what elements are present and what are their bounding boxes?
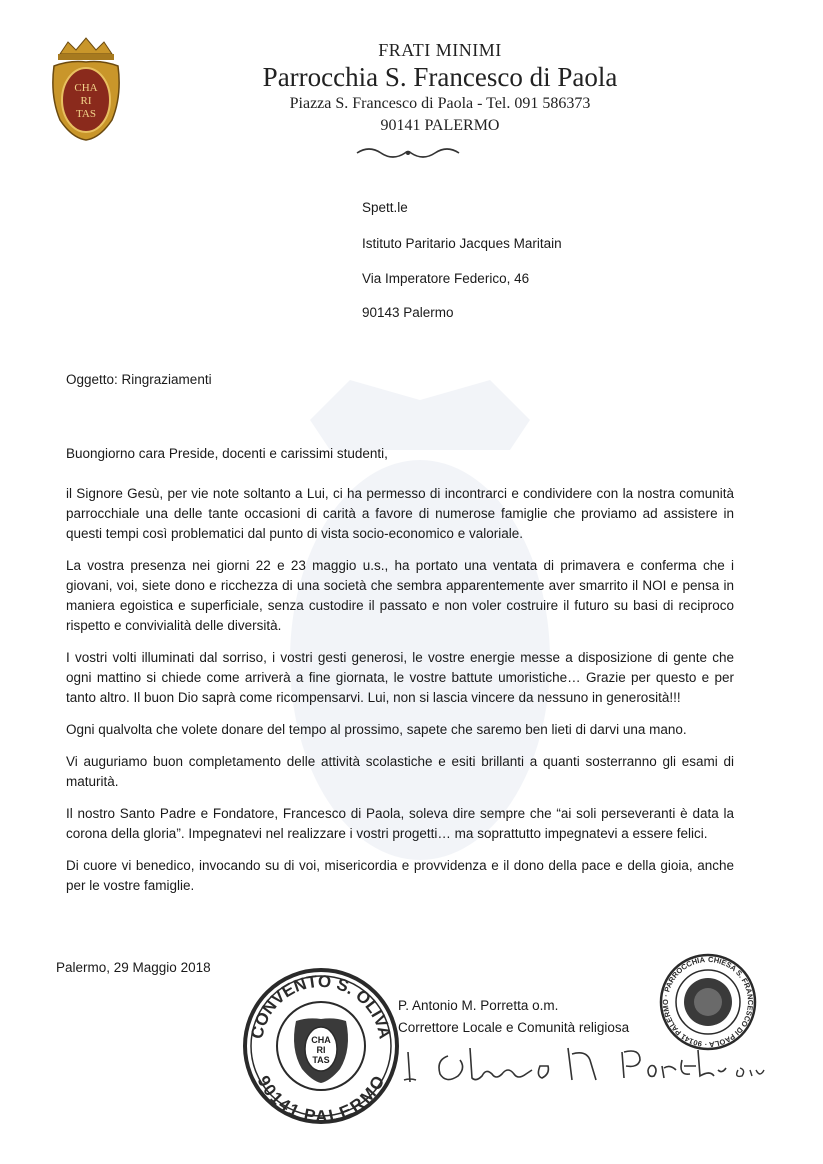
stamp-left-bottom-text: 90141 PALERMO — [253, 1072, 389, 1127]
stamp-right-ring-text: CHIESA S. FRANCESCO DI PAOLA · 90141 PALERMO · PARROCCHIA — [660, 954, 755, 1050]
header-order: FRATI MINIMI — [378, 40, 502, 60]
signer-name: P. Antonio M. Porretta o.m. — [398, 998, 559, 1013]
recipient-line-1: Spett.le — [362, 200, 408, 215]
paragraph-6: Il nostro Santo Padre e Fondatore, Francesco di Paola, soleva dire sempre che “ai soli perseveranti è data la corona della gloria”. Impegnatevi nel realizzare i vostri progetti… ma soprattutto impegnatevi a essere felici. — [66, 806, 734, 841]
letter-date: Palermo, 29 Maggio 2018 — [56, 960, 211, 975]
crest-text-1: CHA — [74, 82, 98, 94]
recipient-line-4: 90143 Palermo — [362, 305, 454, 320]
signer-role: Correttore Locale e Comunità religiosa — [398, 1020, 630, 1035]
parish-crest-icon — [46, 36, 126, 142]
greeting: Buongiorno cara Preside, docenti e carissimi studenti, — [66, 446, 388, 461]
paragraph-1: il Signore Gesù, per vie note soltanto a Lui, ci ha permesso di incontrarci e condividere con la nostra comunità parrocchiale una delle tante occasioni di carità a favore di numerose famiglie che proviamo ad assistere in questi tempi così problematici dal punto di vista socio-economico e valoriale. — [66, 486, 734, 541]
paragraph-2: La vostra presenza nei giorni 22 e 23 maggio u.s., ha portato una ventata di primavera e conferma che i giovani, voi, siete dono e ricchezza di una società che sembra apparentemente aver smarrito il NOI e pensa in maniera egoistica e superficiale, senza custodire il passato e non voler costruire il futuro su basi di reciproco rispetto e convivialità delle diversità. — [66, 558, 734, 633]
header-parish: Parrocchia S. Francesco di Paola — [262, 62, 618, 92]
ornament-flourish-icon — [355, 145, 461, 161]
stamp-center-3: TAS — [312, 1055, 330, 1065]
crest-text-2: RI — [80, 95, 92, 107]
letter-body — [66, 444, 734, 908]
paragraph-4: Ogni qualvolta che volete donare del tempo al prossimo, sapete che saremo ben lieti di darvi una mano. — [66, 722, 687, 737]
letter-subject: Oggetto: Ringraziamenti — [66, 372, 212, 387]
recipient-line-2: Istituto Paritario Jacques Maritain — [362, 236, 562, 251]
paragraph-7: Di cuore vi benedico, invocando su di voi, misericordia e provvidenza e il dono della pace e della gioia, anche per le vostre famiglie. — [66, 858, 734, 893]
header-city: 90141 PALERMO — [380, 117, 500, 134]
stamp-center-1: CHA — [311, 1035, 331, 1045]
crest-text-3: TAS — [76, 108, 96, 120]
header-address: Piazza S. Francesco di Paola - Tel. 091 586373 — [289, 95, 591, 112]
paragraph-3: I vostri volti illuminati dal sorriso, i vostri gesti generosi, le vostre energie messe a disposizione di gente che ogni mattino si chiede come arriverà a fine giornata, le vostre battute umoristiche… Grazie per questo e per tanto altro. Il buon Dio saprà come ricompensarvi. Lui, non si lascia vincere da nessuno in generosità!!! — [66, 650, 734, 705]
convent-stamp-icon — [240, 965, 402, 1127]
stamp-left-top-text: CONVENTO S. OLIVA — [247, 971, 395, 1041]
recipient-line-3: Via Imperatore Federico, 46 — [362, 271, 530, 286]
paragraph-5: Vi auguriamo buon completamento delle attività scolastiche e esiti brillanti a quanti sosterranno gli esami di maturità. — [66, 754, 734, 789]
handwritten-signature-icon — [400, 1030, 770, 1100]
stamp-center-2: RI — [316, 1045, 326, 1055]
